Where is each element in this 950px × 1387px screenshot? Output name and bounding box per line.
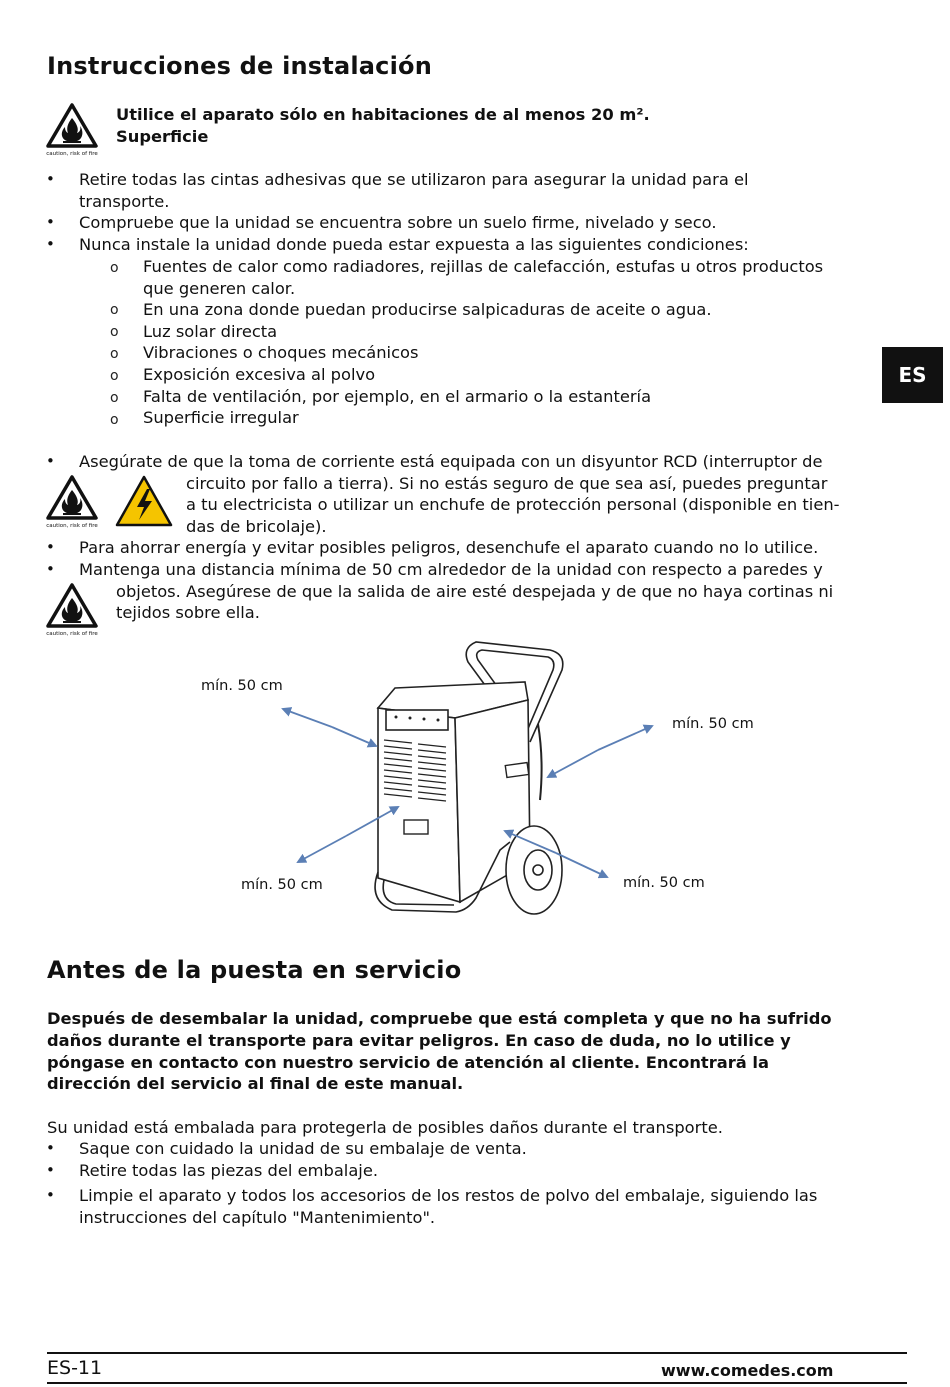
- sub-bullet-icon: o: [110, 260, 119, 276]
- language-tab: ES: [882, 347, 943, 403]
- sub-bullet-icon: o: [110, 324, 119, 340]
- condition-item: Fuentes de calor como radiadores, rejillas de calefacción, estufas u otros productos: [143, 257, 824, 276]
- clearance-arrow: [298, 836, 346, 862]
- list-item: Retire todas las piezas del embalaje.: [79, 1161, 379, 1180]
- condition-item: Superficie irregular: [143, 408, 299, 427]
- condition-item: Luz solar directa: [143, 322, 278, 341]
- clearance-arrow: [556, 853, 607, 877]
- clearance-arrow: [283, 709, 332, 727]
- bullet-icon: •: [46, 452, 55, 470]
- bold-paragraph-line: póngase en contacto con nuestro servicio de atención al cliente. Encontrará la: [47, 1053, 769, 1072]
- clearance-label-top-left: mín. 50 cm: [201, 678, 283, 694]
- clearance-label-bottom-left: mín. 50 cm: [241, 877, 323, 893]
- sub-bullet-icon: o: [110, 368, 119, 384]
- footer-rule-bottom: [47, 1382, 907, 1384]
- bullet-icon: •: [46, 560, 55, 578]
- list-item: Retire todas las cintas adhesivas que se utilizaron para asegurar la unidad para el: [79, 170, 749, 189]
- list-item: Asegúrate de que la toma de corriente está equipada con un disyuntor RCD (interruptor de: [79, 452, 823, 471]
- clearance-arrow: [332, 727, 376, 746]
- fire-warning-icon: [46, 582, 98, 638]
- footer-rule-top: [47, 1352, 907, 1354]
- section-heading-before-use: Antes de la puesta en servicio: [47, 956, 462, 984]
- clearance-label-bottom-right: mín. 50 cm: [623, 875, 705, 891]
- condition-item: En una zona donde puedan producirse salpicaduras de aceite o agua.: [143, 300, 712, 319]
- bullet-icon: •: [46, 1161, 55, 1179]
- list-item: Saque con cuidado la unidad de su embalaje de venta.: [79, 1139, 527, 1158]
- surface-warning: Superficie: [116, 127, 209, 146]
- list-item: transporte.: [79, 192, 170, 211]
- svg-text:caution, risk of fire: caution, risk of fire: [46, 151, 98, 157]
- bold-paragraph-line: Después de desembalar la unidad, compruebe que está completa y que no ha sufrido: [47, 1009, 832, 1028]
- list-item: objetos. Asegúrese de que la salida de aire esté despejada y de que no haya cortinas ni: [116, 582, 834, 601]
- list-item: tejidos sobre ella.: [116, 603, 260, 622]
- sub-bullet-icon: o: [110, 390, 119, 406]
- bullet-icon: •: [46, 235, 55, 253]
- list-item: Mantenga una distancia mínima de 50 cm alrededor de la unidad con respecto a paredes y: [79, 560, 823, 579]
- electric-hazard-icon: [114, 474, 174, 528]
- bullet-icon: •: [46, 1139, 55, 1157]
- bullet-icon: •: [46, 213, 55, 231]
- fire-warning-icon: [46, 102, 98, 158]
- svg-text:caution, risk of fire: caution, risk of fire: [46, 631, 98, 637]
- condition-item: Exposición excesiva al polvo: [143, 365, 376, 384]
- clearance-arrow: [548, 750, 598, 777]
- sub-bullet-icon: o: [110, 346, 119, 362]
- svg-text:caution, risk of fire: caution, risk of fire: [46, 523, 98, 529]
- clearance-label-top-right: mín. 50 cm: [672, 716, 754, 732]
- list-item: das de bricolaje).: [186, 517, 327, 536]
- packaging-note: Su unidad está embalada para protegerla de posibles daños durante el transporte.: [47, 1118, 723, 1137]
- list-item: Compruebe que la unidad se encuentra sobre un suelo firme, nivelado y seco.: [79, 213, 717, 232]
- clearance-arrow: [598, 726, 652, 750]
- list-item: a tu electricista o utilizar un enchufe de protección personal (disponible en tien-: [186, 495, 840, 514]
- website-link[interactable]: www.comedes.com: [661, 1361, 834, 1380]
- list-item: Para ahorrar energía y evitar posibles peligros, desenchufe el aparato cuando no lo utilice.: [79, 538, 819, 557]
- bullet-icon: •: [46, 538, 55, 556]
- power-cord: [538, 724, 542, 800]
- sub-bullet-icon: o: [110, 412, 119, 428]
- section-heading-installation: Instrucciones de instalación: [47, 52, 432, 80]
- condition-item: Vibraciones o choques mecánicos: [143, 343, 419, 362]
- bullet-icon: •: [46, 1186, 55, 1204]
- bold-paragraph-line: daños durante el transporte para evitar peligros. En caso de duda, no lo utilice y: [47, 1031, 791, 1050]
- fire-warning-icon: [46, 474, 98, 530]
- list-item: Limpie el aparato y todos los accesorios de los restos de polvo del embalaje, siguiendo las: [79, 1186, 818, 1205]
- list-item: instrucciones del capítulo "Mantenimiento".: [79, 1208, 436, 1227]
- bullet-icon: •: [46, 170, 55, 188]
- list-item: Nunca instale la unidad donde pueda estar expuesta a las siguientes condiciones:: [79, 235, 749, 254]
- list-item: circuito por fallo a tierra). Si no estás seguro de que sea así, puedes preguntar: [186, 474, 828, 493]
- room-size-warning: Utilice el aparato sólo en habitaciones de al menos 20 m².: [116, 105, 650, 124]
- bold-paragraph-line: dirección del servicio al final de este manual.: [47, 1074, 464, 1093]
- condition-item: Falta de ventilación, por ejemplo, en el armario o la estantería: [143, 387, 652, 406]
- condition-item: que generen calor.: [143, 279, 296, 298]
- sub-bullet-icon: o: [110, 302, 119, 318]
- page-number: ES-11: [47, 1357, 103, 1379]
